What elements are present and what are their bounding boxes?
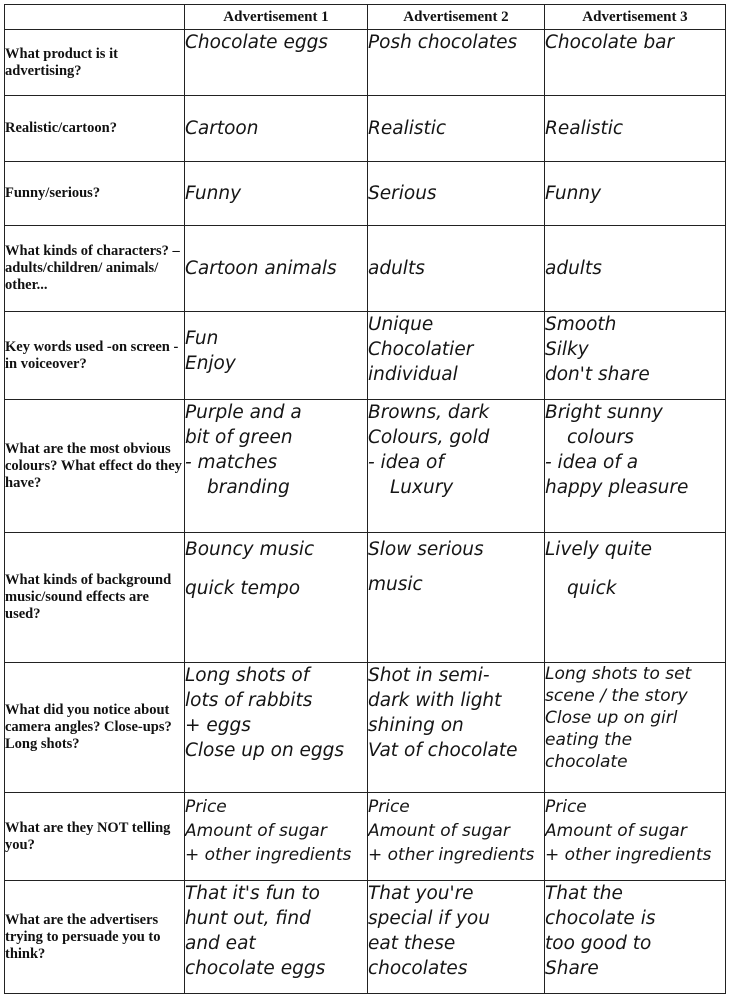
question-cell: What product is it advertising? bbox=[5, 30, 185, 96]
answer-line: + eggs bbox=[185, 715, 251, 736]
question-cell: What kinds of background music/sound effects are used? bbox=[5, 533, 185, 663]
question-cell: Funny/serious? bbox=[5, 162, 185, 226]
answer-line: eat these bbox=[368, 933, 456, 954]
answer-cell bbox=[545, 162, 726, 226]
answer-line: special if you bbox=[368, 908, 490, 929]
table-row bbox=[5, 533, 726, 663]
answer-line: branding bbox=[207, 477, 290, 498]
answer-cell bbox=[545, 312, 726, 400]
answer-cell bbox=[368, 793, 545, 881]
answer-line: Realistic bbox=[545, 118, 624, 139]
answer-line: shining on bbox=[368, 715, 464, 736]
answer-line: chocolate eggs bbox=[185, 958, 326, 979]
answer-cell bbox=[545, 793, 726, 881]
answer-line: Vat of chocolate bbox=[368, 740, 518, 761]
answer-line: Price bbox=[368, 797, 410, 817]
answer-line: Bright sunny bbox=[545, 402, 663, 423]
answer-line: adults bbox=[545, 258, 602, 279]
column-header: Advertisement 2 bbox=[368, 5, 545, 30]
answer-line: quick tempo bbox=[185, 578, 301, 599]
answer-cell bbox=[368, 162, 545, 226]
answer-line: Fun bbox=[185, 328, 219, 349]
answer-line: too good to bbox=[545, 933, 652, 954]
answer-line: chocolate bbox=[545, 752, 628, 772]
answer-cell bbox=[368, 312, 545, 400]
question-cell: What are the advertisers trying to persuade you to think? bbox=[5, 881, 185, 994]
question-cell: What did you notice about camera angles? Close-ups? Long shots? bbox=[5, 663, 185, 793]
answer-line: Funny bbox=[545, 183, 602, 204]
table-row bbox=[5, 663, 726, 793]
answer-cell bbox=[545, 226, 726, 312]
answer-line: Realistic bbox=[368, 118, 447, 139]
answer-line: adults bbox=[368, 258, 425, 279]
answer-line: scene / the story bbox=[545, 686, 688, 706]
answer-line: don't share bbox=[545, 364, 650, 385]
answer-line: chocolate is bbox=[545, 908, 656, 929]
answer-line: - idea of bbox=[368, 452, 444, 473]
answer-line: Shot in semi- bbox=[368, 665, 490, 686]
table-row bbox=[5, 30, 726, 96]
answer-line: Colours, gold bbox=[368, 427, 490, 448]
answer-cell bbox=[185, 533, 368, 663]
answer-cell bbox=[368, 96, 545, 162]
question-cell: What are the most obvious colours? What effect do they have? bbox=[5, 400, 185, 533]
answer-cell bbox=[545, 533, 726, 663]
answer-cell bbox=[545, 30, 726, 96]
answer-line: music bbox=[368, 574, 423, 595]
answer-line: bit of green bbox=[185, 427, 293, 448]
answer-line: That the bbox=[545, 883, 623, 904]
answer-cell bbox=[368, 226, 545, 312]
advert-analysis-table bbox=[4, 4, 726, 994]
column-header: Advertisement 3 bbox=[545, 5, 726, 30]
answer-line: + other ingredients bbox=[545, 845, 712, 865]
answer-line: Slow serious bbox=[368, 539, 484, 560]
answer-cell bbox=[185, 663, 368, 793]
answer-cell bbox=[185, 226, 368, 312]
answer-line: Purple and a bbox=[185, 402, 302, 423]
answer-cell bbox=[185, 400, 368, 533]
answer-cell bbox=[185, 96, 368, 162]
answer-cell bbox=[545, 663, 726, 793]
answer-line: happy pleasure bbox=[545, 477, 689, 498]
answer-cell bbox=[368, 30, 545, 96]
answer-line: + other ingredients bbox=[185, 845, 352, 865]
answer-cell bbox=[185, 793, 368, 881]
answer-line: Enjoy bbox=[185, 353, 236, 374]
answer-line: Price bbox=[545, 797, 587, 817]
answer-cell bbox=[368, 400, 545, 533]
answer-line: - matches bbox=[185, 452, 278, 473]
answer-line: Luxury bbox=[390, 477, 454, 498]
answer-cell bbox=[545, 881, 726, 994]
answer-line: Bouncy music bbox=[185, 539, 315, 560]
question-cell: What are they NOT telling you? bbox=[5, 793, 185, 881]
answer-line: Smooth bbox=[545, 314, 617, 335]
answer-line: dark with light bbox=[368, 690, 502, 711]
answer-line: Share bbox=[545, 958, 599, 979]
answer-line: Serious bbox=[368, 183, 437, 204]
corner-cell bbox=[5, 5, 185, 30]
answer-line: eating the bbox=[545, 730, 633, 750]
answer-line: lots of rabbits bbox=[185, 690, 313, 711]
answer-line: Chocolatier bbox=[368, 339, 474, 360]
table-row bbox=[5, 400, 726, 533]
question-cell: Realistic/cartoon? bbox=[5, 96, 185, 162]
answer-line: Close up on eggs bbox=[185, 740, 345, 761]
answer-line: Funny bbox=[185, 183, 242, 204]
answer-line: Chocolate eggs bbox=[185, 32, 328, 53]
question-cell: Key words used -on screen - in voiceover? bbox=[5, 312, 185, 400]
header-row bbox=[5, 5, 726, 30]
answer-line: individual bbox=[368, 364, 458, 385]
table-row bbox=[5, 96, 726, 162]
answer-line: Posh chocolates bbox=[368, 32, 518, 53]
answer-cell bbox=[368, 533, 545, 663]
answer-cell bbox=[545, 96, 726, 162]
answer-line: That it's fun to bbox=[185, 883, 320, 904]
answer-line: Long shots of bbox=[185, 665, 310, 686]
answer-line: Chocolate bar bbox=[545, 32, 675, 53]
answer-line: chocolates bbox=[368, 958, 468, 979]
answer-line: Amount of sugar bbox=[368, 821, 510, 841]
answer-line: Unique bbox=[368, 314, 434, 335]
answer-line: Amount of sugar bbox=[545, 821, 687, 841]
table-row bbox=[5, 162, 726, 226]
column-header: Advertisement 1 bbox=[185, 5, 368, 30]
answer-cell bbox=[368, 663, 545, 793]
answer-line: Price bbox=[185, 797, 227, 817]
question-cell: What kinds of characters? – adults/children/ animals/ other... bbox=[5, 226, 185, 312]
answer-line: Cartoon bbox=[185, 118, 259, 139]
answer-line: Cartoon animals bbox=[185, 258, 337, 279]
answer-line: and eat bbox=[185, 933, 256, 954]
answer-line: Amount of sugar bbox=[185, 821, 327, 841]
answer-cell bbox=[545, 400, 726, 533]
answer-cell bbox=[185, 881, 368, 994]
table-row bbox=[5, 226, 726, 312]
answer-cell bbox=[368, 881, 545, 994]
answer-line: That you're bbox=[368, 883, 474, 904]
answer-line: colours bbox=[567, 427, 634, 448]
answer-line: + other ingredients bbox=[368, 845, 535, 865]
answer-line: Silky bbox=[545, 339, 589, 360]
answer-cell bbox=[185, 30, 368, 96]
answer-line: hunt out, find bbox=[185, 908, 311, 929]
table-row bbox=[5, 312, 726, 400]
answer-line: - idea of a bbox=[545, 452, 639, 473]
answer-cell bbox=[185, 162, 368, 226]
table-row bbox=[5, 793, 726, 881]
answer-line: Close up on girl bbox=[545, 708, 678, 728]
answer-line: Browns, dark bbox=[368, 402, 490, 423]
table-row bbox=[5, 881, 726, 994]
answer-line: Lively quite bbox=[545, 539, 652, 560]
answer-cell bbox=[185, 312, 368, 400]
answer-line: quick bbox=[567, 578, 617, 599]
answer-line: Long shots to set bbox=[545, 664, 692, 684]
